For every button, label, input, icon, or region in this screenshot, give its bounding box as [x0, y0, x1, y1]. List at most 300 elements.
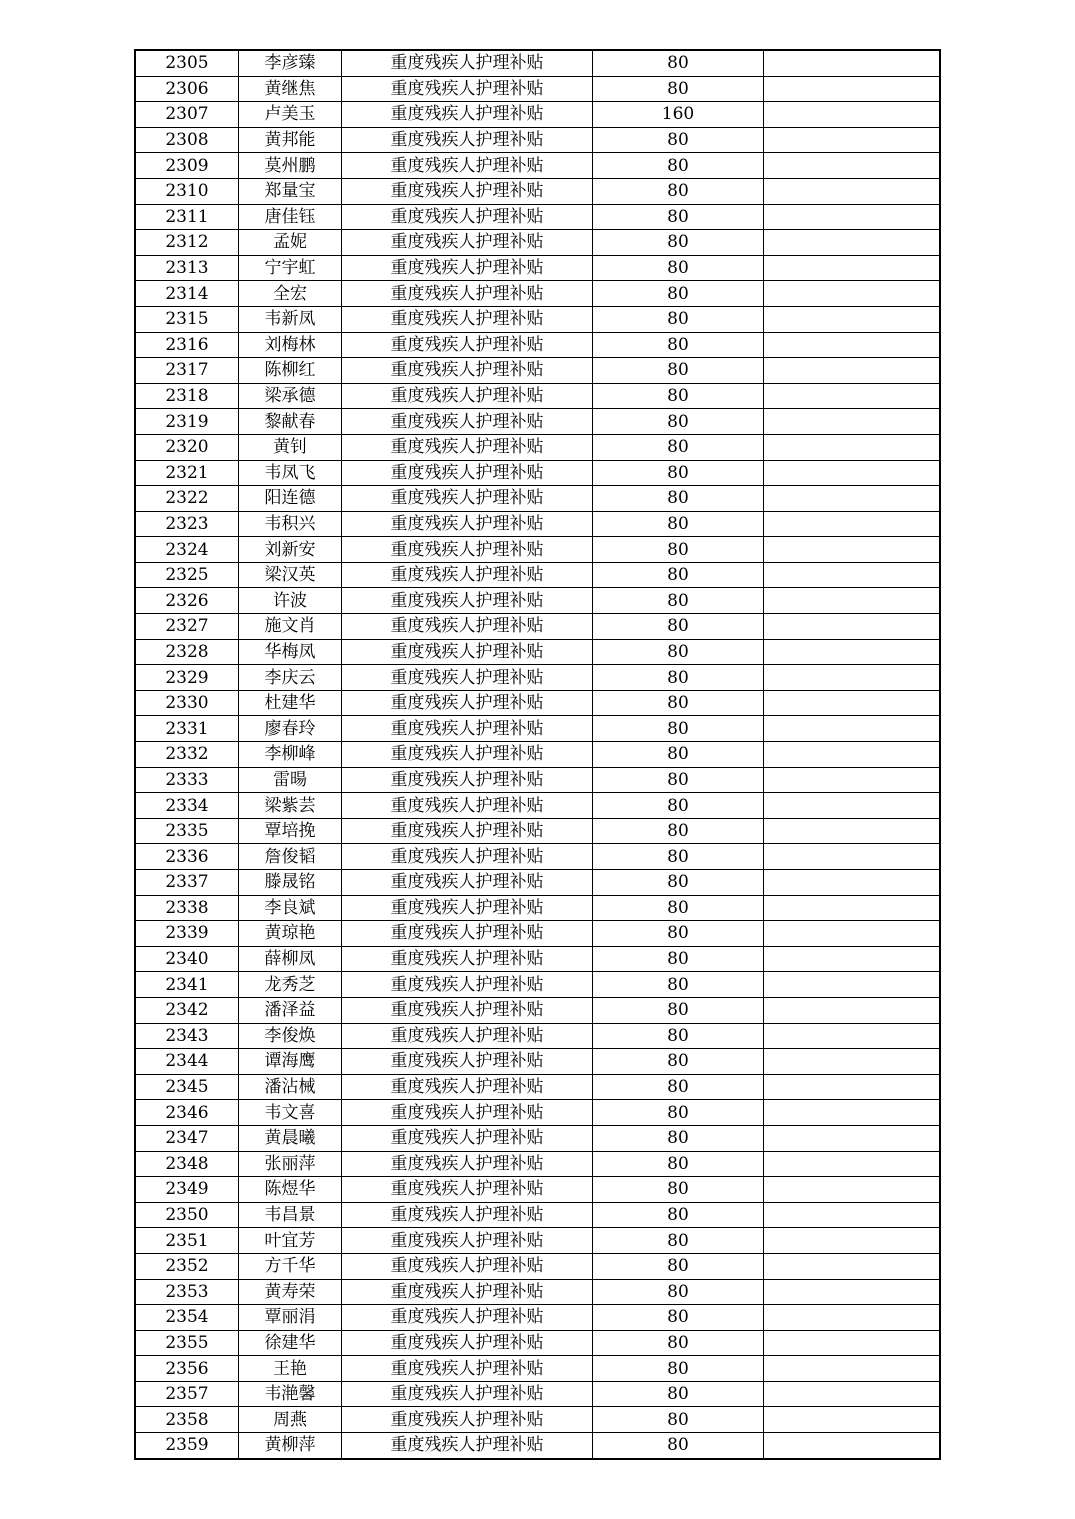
subsidy-type-cell: 重度残疾人护理补贴: [342, 716, 593, 742]
name-cell: 杜建华: [239, 690, 342, 716]
table-row: [135, 742, 940, 768]
amount-cell: 80: [593, 409, 764, 435]
table-row: [135, 588, 940, 614]
row-number-cell: 2333: [135, 767, 239, 793]
note-cell: [764, 102, 941, 128]
row-number-cell: 2341: [135, 972, 239, 998]
amount-cell: 80: [593, 690, 764, 716]
amount-cell: 80: [593, 306, 764, 332]
amount-cell: 80: [593, 383, 764, 409]
row-number-cell: 2345: [135, 1074, 239, 1100]
row-number-cell: 2332: [135, 742, 239, 768]
row-number-cell: 2350: [135, 1202, 239, 1228]
table-row: [135, 383, 940, 409]
name-cell: 陈柳红: [239, 358, 342, 384]
row-number-cell: 2331: [135, 716, 239, 742]
amount-cell: 80: [593, 434, 764, 460]
name-cell: 施文肖: [239, 614, 342, 640]
row-number-cell: 2336: [135, 844, 239, 870]
table-row: [135, 281, 940, 307]
table-row: [135, 1228, 940, 1254]
subsidy-type-cell: 重度残疾人护理补贴: [342, 742, 593, 768]
table-row: [135, 1177, 940, 1203]
subsidy-type-cell: 重度残疾人护理补贴: [342, 127, 593, 153]
subsidy-type-cell: 重度残疾人护理补贴: [342, 1253, 593, 1279]
subsidy-type-cell: 重度残疾人护理补贴: [342, 767, 593, 793]
table-row: [135, 793, 940, 819]
amount-cell: 80: [593, 1407, 764, 1433]
name-cell: 方千华: [239, 1253, 342, 1279]
row-number-cell: 2323: [135, 511, 239, 537]
amount-cell: 80: [593, 486, 764, 512]
subsidy-type-cell: 重度残疾人护理补贴: [342, 1049, 593, 1075]
row-number-cell: 2348: [135, 1151, 239, 1177]
row-number-cell: 2316: [135, 332, 239, 358]
table-row: [135, 306, 940, 332]
subsidy-type-cell: 重度残疾人护理补贴: [342, 153, 593, 179]
table-row: [135, 997, 940, 1023]
name-cell: 韦滟馨: [239, 1381, 342, 1407]
subsidy-type-cell: 重度残疾人护理补贴: [342, 1356, 593, 1382]
row-number-cell: 2352: [135, 1253, 239, 1279]
subsidy-type-cell: 重度残疾人护理补贴: [342, 818, 593, 844]
note-cell: [764, 460, 941, 486]
table-row: [135, 486, 940, 512]
note-cell: [764, 1049, 941, 1075]
row-number-cell: 2326: [135, 588, 239, 614]
table-row: [135, 1049, 940, 1075]
subsidy-type-cell: 重度残疾人护理补贴: [342, 844, 593, 870]
subsidy-type-cell: 重度残疾人护理补贴: [342, 1279, 593, 1305]
table-row: [135, 946, 940, 972]
note-cell: [764, 588, 941, 614]
note-cell: [764, 76, 941, 102]
name-cell: 梁承德: [239, 383, 342, 409]
amount-cell: 80: [593, 1023, 764, 1049]
name-cell: 许波: [239, 588, 342, 614]
table-row: [135, 665, 940, 691]
note-cell: [764, 946, 941, 972]
table-row: [135, 1356, 940, 1382]
note-cell: [764, 818, 941, 844]
name-cell: 黄柳萍: [239, 1433, 342, 1459]
amount-cell: 80: [593, 639, 764, 665]
row-number-cell: 2309: [135, 153, 239, 179]
row-number-cell: 2355: [135, 1330, 239, 1356]
subsidy-type-cell: 重度残疾人护理补贴: [342, 383, 593, 409]
table-row: [135, 921, 940, 947]
name-cell: 刘梅林: [239, 332, 342, 358]
name-cell: 覃培挽: [239, 818, 342, 844]
note-cell: [764, 1023, 941, 1049]
name-cell: 孟妮: [239, 230, 342, 256]
name-cell: 徐建华: [239, 1330, 342, 1356]
row-number-cell: 2321: [135, 460, 239, 486]
amount-cell: 80: [593, 537, 764, 563]
note-cell: [764, 383, 941, 409]
amount-cell: 80: [593, 50, 764, 76]
subsidy-type-cell: 重度残疾人护理补贴: [342, 76, 593, 102]
subsidy-type-cell: 重度残疾人护理补贴: [342, 972, 593, 998]
row-number-cell: 2308: [135, 127, 239, 153]
amount-cell: 80: [593, 460, 764, 486]
name-cell: 韦积兴: [239, 511, 342, 537]
row-number-cell: 2334: [135, 793, 239, 819]
subsidy-type-cell: 重度残疾人护理补贴: [342, 460, 593, 486]
table-row: [135, 1279, 940, 1305]
row-number-cell: 2306: [135, 76, 239, 102]
note-cell: [764, 1305, 941, 1331]
note-cell: [764, 793, 941, 819]
row-number-cell: 2325: [135, 562, 239, 588]
amount-cell: 80: [593, 665, 764, 691]
amount-cell: 80: [593, 870, 764, 896]
subsidy-table: [134, 49, 941, 1460]
note-cell: [764, 1433, 941, 1459]
row-number-cell: 2313: [135, 255, 239, 281]
amount-cell: 80: [593, 1177, 764, 1203]
subsidy-type-cell: 重度残疾人护理补贴: [342, 1125, 593, 1151]
amount-cell: 80: [593, 1330, 764, 1356]
name-cell: 韦新凤: [239, 306, 342, 332]
amount-cell: 80: [593, 895, 764, 921]
note-cell: [764, 1125, 941, 1151]
table-row: [135, 434, 940, 460]
amount-cell: 80: [593, 1433, 764, 1459]
row-number-cell: 2358: [135, 1407, 239, 1433]
table-row: [135, 153, 940, 179]
row-number-cell: 2338: [135, 895, 239, 921]
row-number-cell: 2322: [135, 486, 239, 512]
name-cell: 黄钊: [239, 434, 342, 460]
name-cell: 黄琼艳: [239, 921, 342, 947]
subsidy-type-cell: 重度残疾人护理补贴: [342, 255, 593, 281]
table-row: [135, 1407, 940, 1433]
name-cell: 潘沾械: [239, 1074, 342, 1100]
table-row: [135, 460, 940, 486]
amount-cell: 80: [593, 204, 764, 230]
note-cell: [764, 1177, 941, 1203]
amount-cell: 80: [593, 230, 764, 256]
subsidy-type-cell: 重度残疾人护理补贴: [342, 1023, 593, 1049]
note-cell: [764, 972, 941, 998]
note-cell: [764, 562, 941, 588]
note-cell: [764, 230, 941, 256]
row-number-cell: 2311: [135, 204, 239, 230]
subsidy-type-cell: 重度残疾人护理补贴: [342, 1177, 593, 1203]
subsidy-type-cell: 重度残疾人护理补贴: [342, 537, 593, 563]
name-cell: 郑量宝: [239, 178, 342, 204]
name-cell: 谭海鹰: [239, 1049, 342, 1075]
name-cell: 周燕: [239, 1407, 342, 1433]
table-row: [135, 562, 940, 588]
row-number-cell: 2359: [135, 1433, 239, 1459]
amount-cell: 80: [593, 614, 764, 640]
row-number-cell: 2351: [135, 1228, 239, 1254]
note-cell: [764, 153, 941, 179]
subsidy-type-cell: 重度残疾人护理补贴: [342, 921, 593, 947]
subsidy-type-cell: 重度残疾人护理补贴: [342, 306, 593, 332]
subsidy-type-cell: 重度残疾人护理补贴: [342, 358, 593, 384]
note-cell: [764, 1330, 941, 1356]
note-cell: [764, 332, 941, 358]
subsidy-type-cell: 重度残疾人护理补贴: [342, 486, 593, 512]
amount-cell: 80: [593, 358, 764, 384]
row-number-cell: 2340: [135, 946, 239, 972]
table-row: [135, 1330, 940, 1356]
amount-cell: 80: [593, 255, 764, 281]
note-cell: [764, 614, 941, 640]
table-row: [135, 1305, 940, 1331]
amount-cell: 80: [593, 818, 764, 844]
note-cell: [764, 767, 941, 793]
subsidy-type-cell: 重度残疾人护理补贴: [342, 588, 593, 614]
amount-cell: 80: [593, 281, 764, 307]
note-cell: [764, 690, 941, 716]
row-number-cell: 2314: [135, 281, 239, 307]
row-number-cell: 2330: [135, 690, 239, 716]
subsidy-type-cell: 重度残疾人护理补贴: [342, 409, 593, 435]
subsidy-type-cell: 重度残疾人护理补贴: [342, 614, 593, 640]
subsidy-type-cell: 重度残疾人护理补贴: [342, 281, 593, 307]
row-number-cell: 2356: [135, 1356, 239, 1382]
table-row: [135, 1100, 940, 1126]
note-cell: [764, 358, 941, 384]
note-cell: [764, 434, 941, 460]
amount-cell: 80: [593, 793, 764, 819]
subsidy-type-cell: 重度残疾人护理补贴: [342, 102, 593, 128]
note-cell: [764, 409, 941, 435]
name-cell: 华梅凤: [239, 639, 342, 665]
row-number-cell: 2327: [135, 614, 239, 640]
amount-cell: 80: [593, 76, 764, 102]
note-cell: [764, 1279, 941, 1305]
row-number-cell: 2357: [135, 1381, 239, 1407]
note-cell: [764, 1356, 941, 1382]
name-cell: 刘新安: [239, 537, 342, 563]
row-number-cell: 2328: [135, 639, 239, 665]
note-cell: [764, 486, 941, 512]
row-number-cell: 2342: [135, 997, 239, 1023]
subsidy-type-cell: 重度残疾人护理补贴: [342, 690, 593, 716]
name-cell: 陈煜华: [239, 1177, 342, 1203]
amount-cell: 80: [593, 921, 764, 947]
amount-cell: 80: [593, 1305, 764, 1331]
name-cell: 李柳峰: [239, 742, 342, 768]
table-row: [135, 716, 940, 742]
name-cell: 宁宇虹: [239, 255, 342, 281]
subsidy-type-cell: 重度残疾人护理补贴: [342, 946, 593, 972]
name-cell: 李庆云: [239, 665, 342, 691]
subsidy-type-cell: 重度残疾人护理补贴: [342, 511, 593, 537]
table-row: [135, 1381, 940, 1407]
subsidy-type-cell: 重度残疾人护理补贴: [342, 639, 593, 665]
table-row: [135, 767, 940, 793]
row-number-cell: 2318: [135, 383, 239, 409]
note-cell: [764, 1253, 941, 1279]
table-row: [135, 50, 940, 76]
row-number-cell: 2349: [135, 1177, 239, 1203]
amount-cell: 80: [593, 1125, 764, 1151]
note-cell: [764, 665, 941, 691]
table-row: [135, 1023, 940, 1049]
name-cell: 黄继焦: [239, 76, 342, 102]
row-number-cell: 2329: [135, 665, 239, 691]
amount-cell: 80: [593, 1049, 764, 1075]
note-cell: [764, 178, 941, 204]
subsidy-type-cell: 重度残疾人护理补贴: [342, 1330, 593, 1356]
subsidy-type-cell: 重度残疾人护理补贴: [342, 1433, 593, 1459]
note-cell: [764, 511, 941, 537]
subsidy-type-cell: 重度残疾人护理补贴: [342, 1305, 593, 1331]
name-cell: 韦凤飞: [239, 460, 342, 486]
subsidy-type-cell: 重度残疾人护理补贴: [342, 1100, 593, 1126]
row-number-cell: 2312: [135, 230, 239, 256]
amount-cell: 80: [593, 1100, 764, 1126]
subsidy-type-cell: 重度残疾人护理补贴: [342, 793, 593, 819]
name-cell: 韦昌景: [239, 1202, 342, 1228]
amount-cell: 80: [593, 972, 764, 998]
name-cell: 莫州鹏: [239, 153, 342, 179]
table-row: [135, 76, 940, 102]
name-cell: 叶宜芳: [239, 1228, 342, 1254]
name-cell: 黄邦能: [239, 127, 342, 153]
name-cell: 阳连德: [239, 486, 342, 512]
note-cell: [764, 127, 941, 153]
name-cell: 詹俊韬: [239, 844, 342, 870]
name-cell: 黄晨曦: [239, 1125, 342, 1151]
table-row: [135, 102, 940, 128]
subsidy-type-cell: 重度残疾人护理补贴: [342, 332, 593, 358]
subsidy-type-cell: 重度残疾人护理补贴: [342, 1202, 593, 1228]
row-number-cell: 2354: [135, 1305, 239, 1331]
subsidy-type-cell: 重度残疾人护理补贴: [342, 50, 593, 76]
row-number-cell: 2305: [135, 50, 239, 76]
subsidy-type-cell: 重度残疾人护理补贴: [342, 178, 593, 204]
subsidy-type-cell: 重度残疾人护理补贴: [342, 665, 593, 691]
note-cell: [764, 537, 941, 563]
amount-cell: 80: [593, 844, 764, 870]
name-cell: 全宏: [239, 281, 342, 307]
amount-cell: 80: [593, 767, 764, 793]
note-cell: [764, 1381, 941, 1407]
table-row: [135, 230, 940, 256]
name-cell: 李良斌: [239, 895, 342, 921]
note-cell: [764, 716, 941, 742]
row-number-cell: 2310: [135, 178, 239, 204]
name-cell: 覃丽涓: [239, 1305, 342, 1331]
amount-cell: 80: [593, 1151, 764, 1177]
name-cell: 李彦臻: [239, 50, 342, 76]
name-cell: 廖春玲: [239, 716, 342, 742]
note-cell: [764, 1202, 941, 1228]
amount-cell: 80: [593, 1356, 764, 1382]
amount-cell: 80: [593, 562, 764, 588]
name-cell: 梁汉英: [239, 562, 342, 588]
table-row: [135, 844, 940, 870]
table-row: [135, 409, 940, 435]
amount-cell: 80: [593, 127, 764, 153]
amount-cell: 80: [593, 716, 764, 742]
row-number-cell: 2324: [135, 537, 239, 563]
amount-cell: 80: [593, 1202, 764, 1228]
subsidy-type-cell: 重度残疾人护理补贴: [342, 997, 593, 1023]
subsidy-type-cell: 重度残疾人护理补贴: [342, 895, 593, 921]
name-cell: 唐佳钰: [239, 204, 342, 230]
row-number-cell: 2307: [135, 102, 239, 128]
row-number-cell: 2319: [135, 409, 239, 435]
table-row: [135, 358, 940, 384]
subsidy-type-cell: 重度残疾人护理补贴: [342, 230, 593, 256]
row-number-cell: 2320: [135, 434, 239, 460]
note-cell: [764, 1228, 941, 1254]
table-row: [135, 895, 940, 921]
name-cell: 卢美玉: [239, 102, 342, 128]
row-number-cell: 2343: [135, 1023, 239, 1049]
note-cell: [764, 1074, 941, 1100]
table-row: [135, 614, 940, 640]
table-row: [135, 1202, 940, 1228]
table-row: [135, 255, 940, 281]
subsidy-type-cell: 重度残疾人护理补贴: [342, 562, 593, 588]
subsidy-type-cell: 重度残疾人护理补贴: [342, 870, 593, 896]
table-row: [135, 1151, 940, 1177]
subsidy-type-cell: 重度残疾人护理补贴: [342, 204, 593, 230]
row-number-cell: 2347: [135, 1125, 239, 1151]
name-cell: 王艳: [239, 1356, 342, 1382]
amount-cell: 80: [593, 1074, 764, 1100]
note-cell: [764, 50, 941, 76]
table-row: [135, 178, 940, 204]
amount-cell: 80: [593, 511, 764, 537]
name-cell: 黎献春: [239, 409, 342, 435]
table-row: [135, 818, 940, 844]
amount-cell: 80: [593, 178, 764, 204]
table-row: [135, 690, 940, 716]
amount-cell: 80: [593, 1381, 764, 1407]
note-cell: [764, 742, 941, 768]
row-number-cell: 2344: [135, 1049, 239, 1075]
note-cell: [764, 204, 941, 230]
table-row: [135, 204, 940, 230]
amount-cell: 80: [593, 1279, 764, 1305]
name-cell: 黄寿荣: [239, 1279, 342, 1305]
name-cell: 梁紫芸: [239, 793, 342, 819]
name-cell: 薛柳凤: [239, 946, 342, 972]
amount-cell: 80: [593, 153, 764, 179]
note-cell: [764, 281, 941, 307]
subsidy-type-cell: 重度残疾人护理补贴: [342, 1407, 593, 1433]
amount-cell: 80: [593, 588, 764, 614]
subsidy-type-cell: 重度残疾人护理补贴: [342, 1381, 593, 1407]
table-row: [135, 1125, 940, 1151]
note-cell: [764, 255, 941, 281]
table-row: [135, 1433, 940, 1459]
table-row: [135, 511, 940, 537]
row-number-cell: 2315: [135, 306, 239, 332]
note-cell: [764, 639, 941, 665]
name-cell: 张丽萍: [239, 1151, 342, 1177]
note-cell: [764, 921, 941, 947]
table-row: [135, 1253, 940, 1279]
table-row: [135, 639, 940, 665]
row-number-cell: 2335: [135, 818, 239, 844]
subsidy-type-cell: 重度残疾人护理补贴: [342, 1228, 593, 1254]
amount-cell: 80: [593, 1253, 764, 1279]
subsidy-type-cell: 重度残疾人护理补贴: [342, 1074, 593, 1100]
name-cell: 滕晟铭: [239, 870, 342, 896]
note-cell: [764, 870, 941, 896]
